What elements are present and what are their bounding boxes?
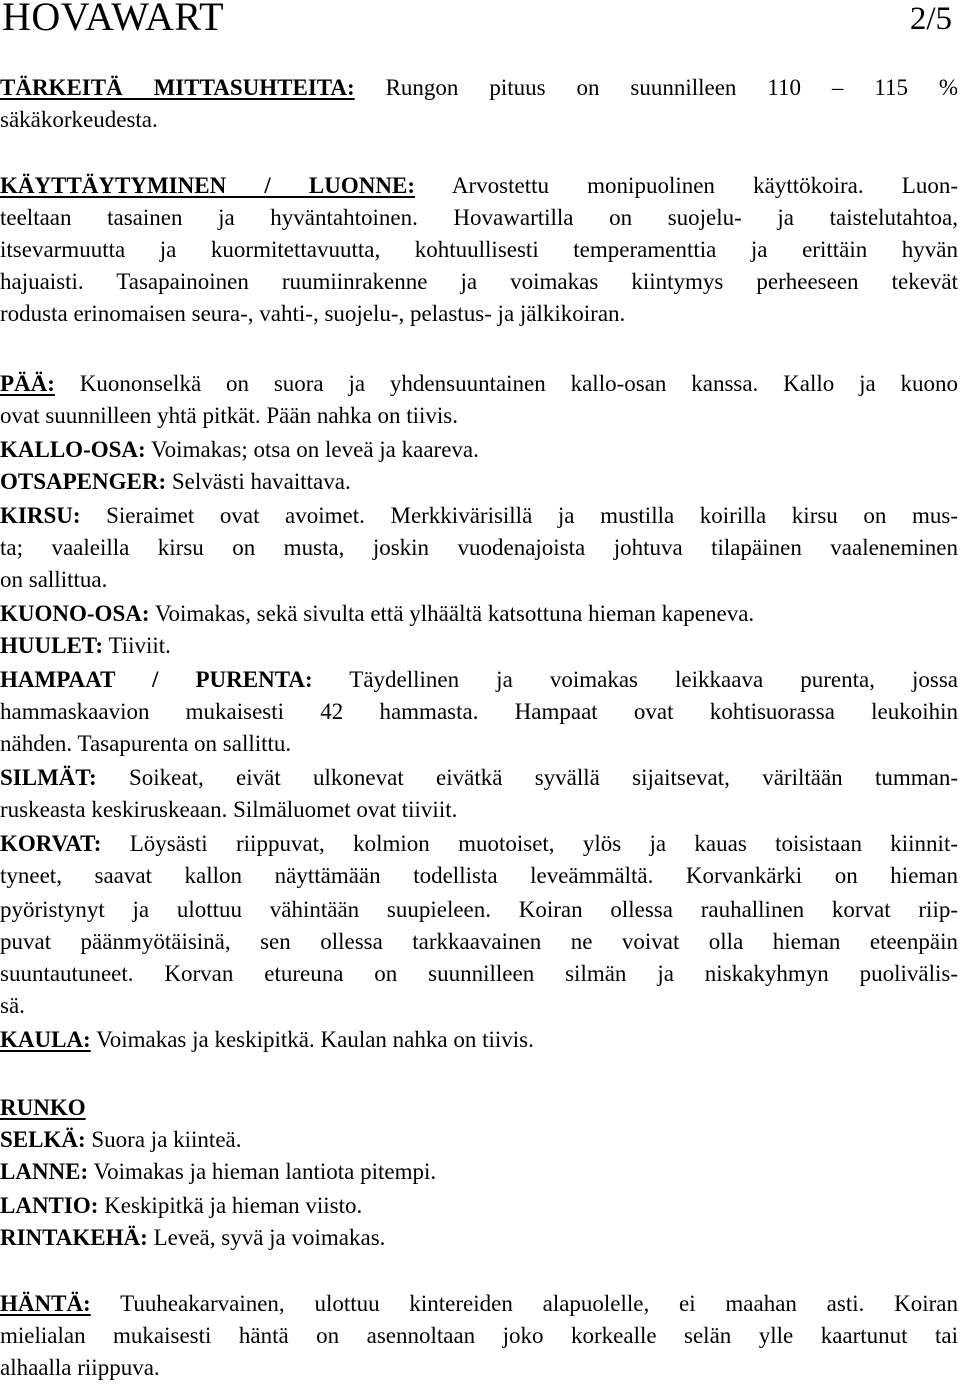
temperament-line-5: rodusta erinomaisen seura-, vahti-, suojelu-, pelastus- ja jälkikoiran. [0,301,626,326]
ears-line-1 [0,830,958,858]
proportions-line-1 [0,74,958,102]
muzzle-label: KUONO-OSA: [0,601,150,626]
back-label: SELKÄ: [0,1127,86,1152]
eyes-text-1: Soikeat, eivät ulkonevat eivätkä syvällä sijaitsevat, väriltään tumman- [129,765,958,790]
ears-line-3: pyöristynyt ja ulottuu vähintään suupieleen. Koiran ollessa rauhallinen korvat riip- [0,897,958,922]
temperament-line-4: hajuaisti. Tasapainoinen ruumiinrakenne ja voimakas kiintymys perheeseen tekevät [0,269,958,294]
body-heading-text: RUNKO [0,1095,86,1120]
teeth-label: HAMPAAT / PURENTA: [0,667,313,692]
croup-text: Keskipitkä ja hieman viisto. [104,1193,363,1218]
stop-line [0,468,958,496]
chest-text: Leveä, syvä ja voimakas. [153,1225,386,1250]
nose-line-1 [0,502,958,530]
head-line-2: ovat suunnilleen yhtä pitkät. Pään nahka on tiivis. [0,403,459,428]
neck-text: Voimakas ja keskipitkä. Kaulan nahka on tiivis. [96,1027,534,1052]
teeth-line-3: nähden. Tasapurenta on sallittu. [0,731,292,756]
temperament-line-1 [0,172,958,200]
back-line [0,1126,958,1154]
loin-text: Voimakas ja hieman lantiota pitempi. [93,1159,437,1184]
page-header [0,0,958,44]
temperament-text-1: Arvostettu monipuolinen käyttökoira. Luon- [451,173,958,198]
croup-label: LANTIO: [0,1193,99,1218]
muzzle-line [0,600,958,628]
head-text-1: Kuononselkä on suora ja yhdensuuntainen kallo-osan kanssa. Kallo ja kuono [79,371,958,396]
ears-line-4: puvat päänmyötäisinä, sen ollessa tarkkaavainen ne voivat olla hieman eteenpäin [0,929,958,954]
temperament-line-3: itsevarmuutta ja kuormitettavuutta, kohtuullisesti temperamenttia ja erittäin hyvän [0,237,958,262]
ears-line-6: sä. [0,993,25,1018]
eyes-line-1 [0,764,958,792]
neck-line [0,1026,958,1054]
proportions-line-2: säkäkorkeudesta. [0,107,158,132]
tail-label: HÄNTÄ: [0,1291,91,1316]
back-text: Suora ja kiinteä. [91,1127,242,1152]
teeth-line-1 [0,666,958,694]
chest-line [0,1224,958,1252]
muzzle-text: Voimakas, sekä sivulta että ylhäältä katsottuna hieman kapeneva. [154,601,755,626]
ears-line-5: suuntautuneet. Korvan etureuna on suunnilleen silmän ja niskakyhmyn puolivälis- [0,961,958,986]
lips-label: HUULET: [0,633,104,658]
tail-text-1: Tuuheakarvainen, ulottuu kintereiden alapuolelle, ei maahan asti. Koiran [120,1291,958,1316]
chest-label: RINTAKEHÄ: [0,1225,148,1250]
skull-text: Voimakas; otsa on leveä ja kaareva. [151,437,479,462]
croup-line [0,1192,958,1220]
tail-line-3: alhaalla riippuva. [0,1355,160,1380]
temperament-line-2: teeltaan tasainen ja hyväntahtoinen. Hovawartilla on suojelu- ja taistelutahtoa, [0,205,958,230]
head-label: PÄÄ: [0,371,55,396]
nose-label: KIRSU: [0,503,81,528]
ears-text-1: Löysästi riippuvat, kolmion muotoiset, ylös ja kauas toisistaan kiinnit- [129,831,958,856]
tail-line-2: mielialan mukaisesti häntä on asennoltaan joko korkealle selän ylle kaartunut tai [0,1323,958,1348]
lips-text: Tiiviit. [108,633,171,658]
eyes-label: SILMÄT: [0,765,97,790]
loin-line [0,1158,958,1186]
tail-line-1 [0,1290,958,1318]
lips-line [0,632,958,660]
proportions-label: TÄRKEITÄ MITTASUHTEITA: [0,75,355,100]
head-line-1 [0,370,958,398]
skull-line [0,436,958,464]
nose-line-3: on sallittua. [0,567,108,592]
stop-text: Selvästi havaittava. [171,469,351,494]
temperament-label: KÄYTTÄYTYMINEN / LUONNE: [0,173,415,198]
nose-line-2: ta; vaaleilla kirsu on musta, joskin vuodenajoista johtuva tilapäinen vaaleneminen [0,535,958,560]
skull-label: KALLO-OSA: [0,437,146,462]
body-heading [0,1094,958,1122]
ears-label: KORVAT: [0,831,102,856]
nose-text-1: Sieraimet ovat avoimet. Merkkivärisillä ja mustilla koirilla kirsu on mus- [106,503,958,528]
ears-line-2: tyneet, saavat kallon näyttämään todellista leveämmältä. Korvankärki on hieman [0,863,958,888]
stop-label: OTSAPENGER: [0,469,167,494]
teeth-line-2: hammaskaavion mukaisesti 42 hammasta. Hampaat ovat kohtisuorassa leukoihin [0,699,958,724]
neck-label: KAULA: [0,1027,91,1052]
teeth-text-1: Täydellinen ja voimakas leikkaava purenta, jossa [349,667,958,692]
document-title: HOVAWART [2,0,225,39]
proportions-text-1: Rungon pituus on suunnilleen 110 – 115 % [385,75,958,100]
eyes-line-2: ruskeasta keskiruskeaan. Silmäluomet ovat tiiviit. [0,797,458,822]
loin-label: LANNE: [0,1159,89,1184]
page-number: 2/5 [909,1,952,37]
